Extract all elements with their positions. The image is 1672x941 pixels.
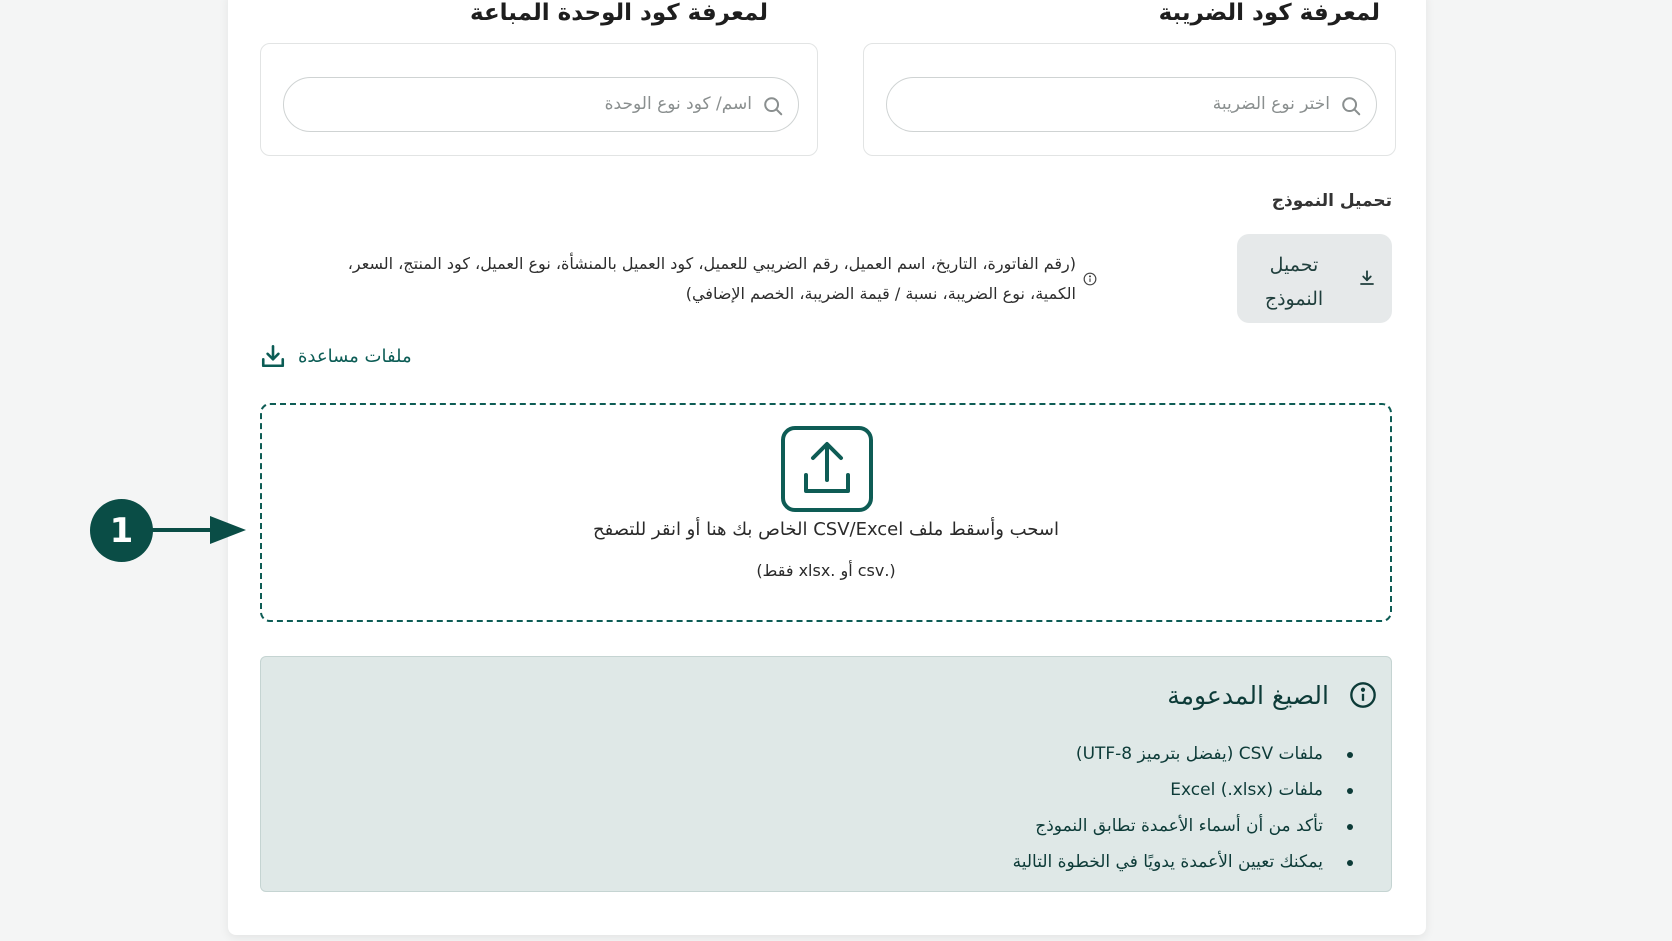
info-icon [1349, 681, 1377, 709]
list-item-text: ملفات Excel (.xlsx) [1170, 780, 1323, 800]
unit-code-title: لمعرفة كود الوحدة المباعة [470, 0, 768, 26]
template-heading: تحميل النموذج [1271, 191, 1392, 211]
search-icon [1340, 95, 1362, 117]
bullet [1347, 860, 1353, 866]
supported-formats-list [1013, 736, 1323, 880]
download-icon [1358, 269, 1376, 287]
dropzone-accepted-types: (.csv أو .xlsx فقط) [756, 561, 896, 580]
list-item-text: يمكنك تعيين الأعمدة يدويًا في الخطوة التالية [1012, 852, 1323, 872]
unit-type-placeholder: اسم/ كود نوع الوحدة [604, 94, 752, 114]
unit-type-search-input[interactable] [283, 77, 799, 132]
tax-type-placeholder: اختر نوع الضريبة [1212, 94, 1330, 114]
step-marker: 1 [90, 499, 153, 562]
tax-code-title: لمعرفة كود الضريبة [1158, 0, 1380, 26]
helper-files-link[interactable] [260, 341, 412, 371]
upload-icon [780, 425, 874, 513]
download-template-label: تحميل النموذج [1264, 255, 1324, 310]
upload-card [228, 0, 1426, 935]
supported-formats-title: الصيغ المدعومة [1167, 681, 1329, 710]
arrow-right-icon [150, 512, 250, 548]
list-item-text: تأكد من أن أسماء الأعمدة تطابق النموذج [1035, 816, 1323, 836]
supported-formats-panel [260, 656, 1392, 892]
tax-type-search-input[interactable] [886, 77, 1377, 132]
download-template-button[interactable] [1237, 234, 1392, 323]
list-item [1013, 736, 1323, 772]
template-columns-line-1: (رقم الفاتورة، التاريخ، اسم العميل، رقم الضريبي للعميل، كود العميل بالمنشأة، نوع العميل، كود المنتج، السعر، [347, 254, 1076, 273]
list-item [1013, 808, 1323, 844]
download-icon [260, 343, 286, 369]
info-icon [1083, 272, 1097, 286]
tax-code-panel [863, 43, 1396, 156]
search-icon [762, 95, 784, 117]
template-columns-line-2: الكمية، نوع الضريبة، نسبة / قيمة الضريبة، الخصم الإضافي) [685, 284, 1076, 303]
dropzone-instruction: اسحب وأسقط ملف CSV/Excel الخاص بك هنا أو انقر للتصفح [592, 519, 1060, 540]
list-item-text: ملفات CSV (يفضل بترميز UTF-8) [1075, 744, 1323, 764]
helper-files-label: ملفات مساعدة [298, 345, 412, 367]
bullet [1347, 788, 1353, 794]
unit-code-panel [260, 43, 818, 156]
bullet [1347, 752, 1353, 758]
bullet [1347, 824, 1353, 830]
file-dropzone[interactable] [260, 403, 1392, 622]
list-item [1013, 772, 1323, 808]
template-columns-description [156, 249, 1076, 309]
list-item [1013, 844, 1323, 880]
